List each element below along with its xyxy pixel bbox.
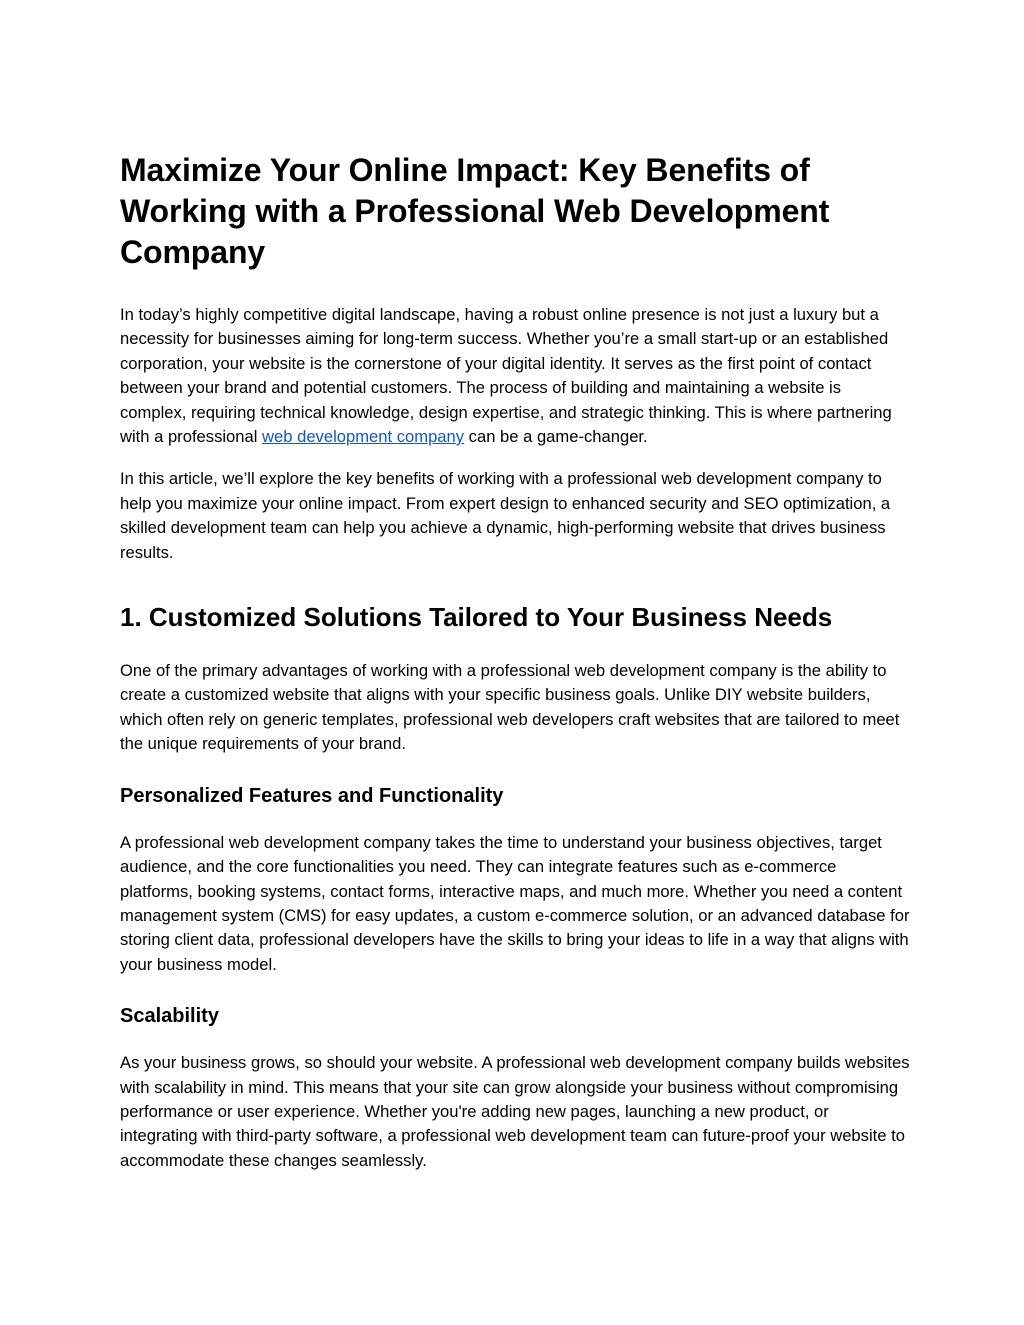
- personalized-features-paragraph: A professional web development company takes the time to understand your business objectives, target audience, and the core functionalities you need. They can integrate features such as e-commerce platforms, booking systems, contact forms, interactive maps, and much more. Whether you need a content management system (CMS) for easy updates, a custom e-commerce solution, or an advanced database for storing client data, professional developers have the skills to bring your ideas to life in a way that aligns with your business model.: [120, 832, 910, 974]
- intro-paragraph-1: [120, 303, 910, 449]
- scalability-heading: Scalability: [120, 1005, 219, 1028]
- intro-text-after-link: can be a game-changer.: [464, 427, 648, 447]
- intro-paragraph-2: In this article, we’ll explore the key benefits of working with a professional web development company to help you maximize your online impact. From expert design to enhanced security and SEO optimization, a skilled development team can help you achieve a dynamic, high-performing website that drives business results.: [120, 469, 891, 562]
- document-title: Maximize Your Online Impact: Key Benefits of Working with a Professional Web Development Company: [120, 152, 830, 270]
- section-1-heading: 1. Customized Solutions Tailored to Your Business Needs: [120, 602, 833, 633]
- section-1-paragraph: One of the primary advantages of working with a professional web development company is the ability to create a customized website that aligns with your specific business goals. Unlike DIY website builders, which often rely on generic templates, professional web developers craft websites that are tailored to meet the unique requirements of your brand.: [120, 661, 900, 754]
- scalability-paragraph: As your business grows, so should your website. A professional web development company builds websites with scalability in mind. This means that your site can grow alongside your business without compromising performance or user experience. Whether you're adding new pages, launching a new product, or integrating with third-party software, a professional web development team can future-proof your website to accommodate these changes seamlessly.: [120, 1053, 910, 1170]
- personalized-features-heading: Personalized Features and Functionality: [120, 784, 504, 807]
- document-page: [120, 150, 910, 1191]
- intro-text-before-link: In today’s highly competitive digital landscape, having a robust online presence is not just a luxury but a necessity for businesses aiming for long-term success. Whether you’re a small start-up or an established corporation, your website is the cornerstone of your digital identity. It serves as the first point of contact between your brand and potential customers. The process of building and maintaining a website is complex, requiring technical knowledge, design expertise, and strategic thinking. This is where partnering with a professional: [120, 305, 892, 447]
- web-development-company-link[interactable]: web development company: [262, 427, 465, 447]
